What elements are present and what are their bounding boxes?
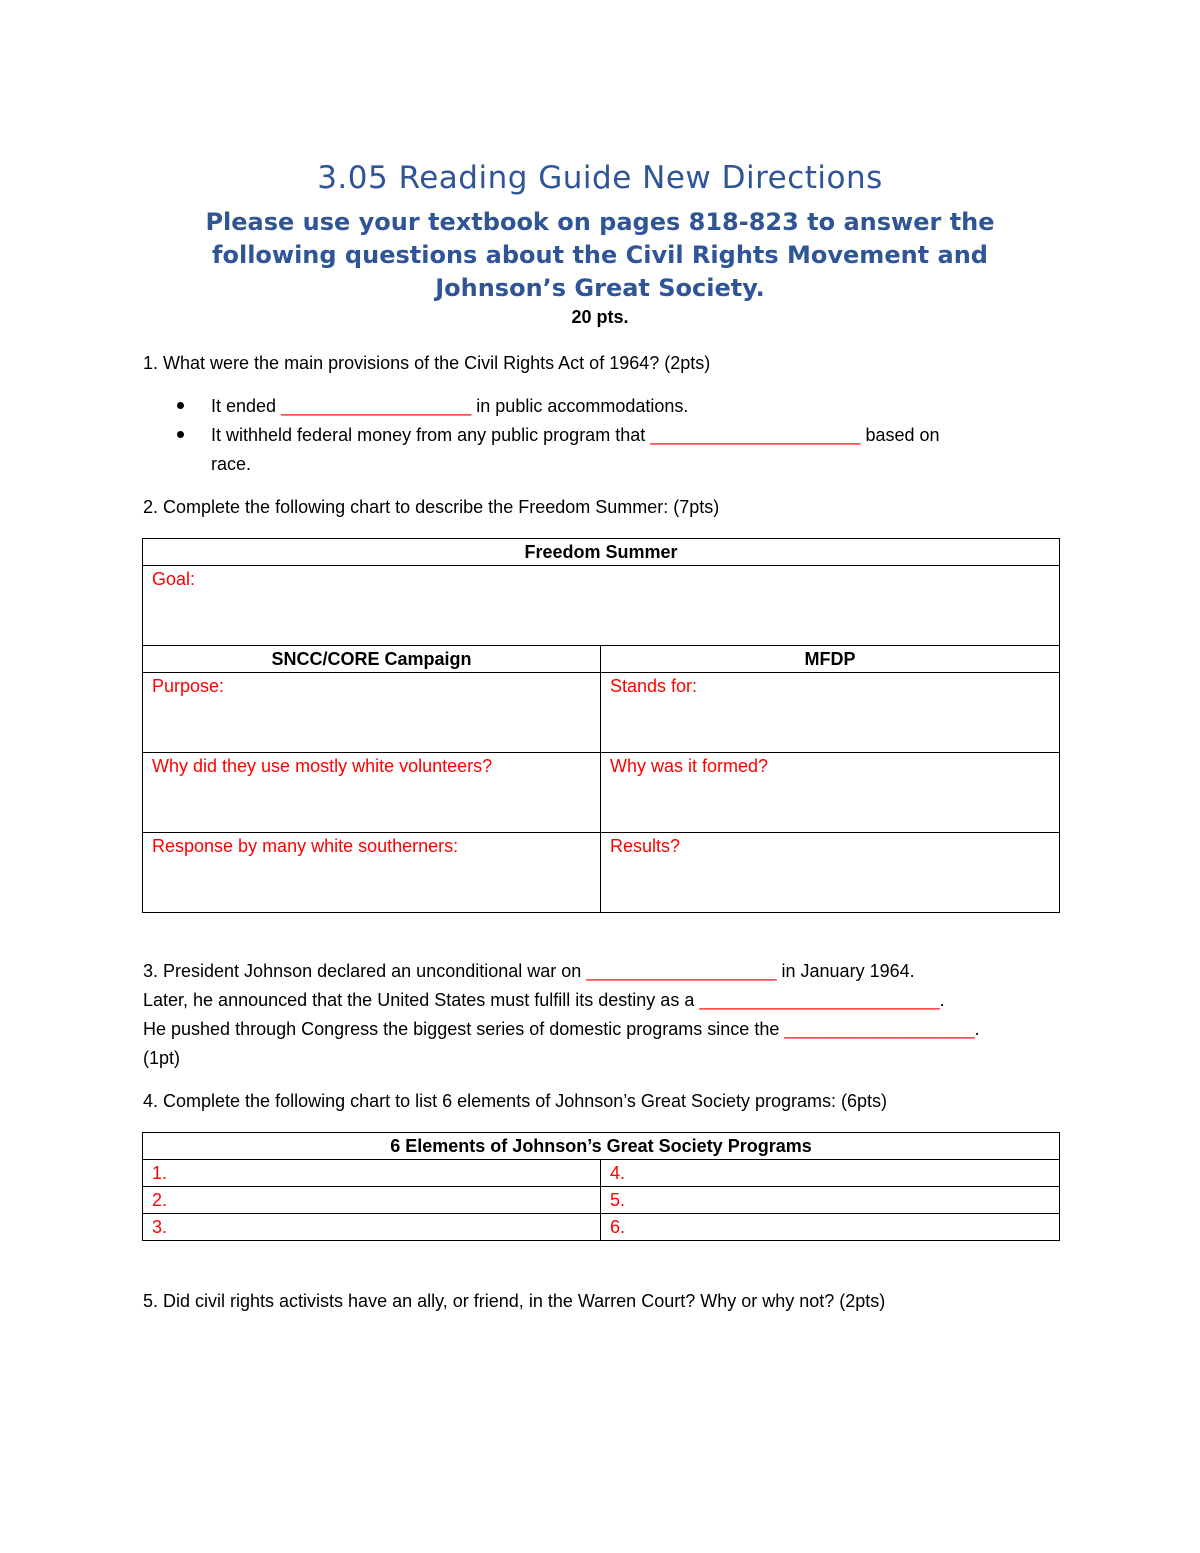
page-subtitle: Please use your textbook on pages 818-823 to answer the following questions about the Civil Rights Movement and Johnson’s Great Society. xyxy=(205,208,995,302)
element-label-5: 5. xyxy=(610,1190,626,1210)
element-cell-1[interactable] xyxy=(143,1160,601,1187)
element-label-1: 1. xyxy=(152,1163,168,1183)
question-3-line-3 xyxy=(143,1015,980,1044)
white-volunteers-cell[interactable] xyxy=(143,753,601,833)
great-society-chart xyxy=(142,1132,1060,1241)
total-points: 20 pts. xyxy=(571,307,629,327)
freedom-summer-header: Freedom Summer xyxy=(143,539,1060,566)
q3-l3-text: He pushed through Congress the biggest series of domestic programs since the xyxy=(143,1019,785,1039)
element-label-4: 4. xyxy=(610,1163,626,1183)
stands-for-label: Stands for: xyxy=(610,676,698,696)
element-cell-2[interactable] xyxy=(143,1187,601,1214)
q3-l1-text: 3. President Johnson declared an unconditional war on xyxy=(143,961,587,981)
q3-l2-text: Later, he announced that the United States must fulfill its destiny as a xyxy=(143,990,700,1010)
q1-b2-blank[interactable]: _____________________ xyxy=(650,425,861,445)
results-label: Results? xyxy=(610,836,681,856)
q3-l1-after: in January 1964. xyxy=(776,961,915,981)
question-3-points: (1pt) xyxy=(143,1048,181,1068)
stands-for-cell[interactable] xyxy=(601,673,1060,753)
q3-l3-after: . xyxy=(974,1019,980,1039)
q1-b1-after: in public accommodations. xyxy=(471,396,689,416)
element-cell-4[interactable] xyxy=(601,1160,1060,1187)
q1-b1-text: It ended xyxy=(211,396,282,416)
mfdp-header: MFDP xyxy=(601,646,1060,673)
bullet-icon xyxy=(177,402,184,409)
goal-label: Goal: xyxy=(152,569,196,589)
bullet-icon xyxy=(177,431,184,438)
q1-b2-text: It withheld federal money from any public program that xyxy=(211,425,651,445)
freedom-summer-chart xyxy=(142,538,1060,913)
q1-bullet-2 xyxy=(211,421,940,450)
q1-b1-blank[interactable]: ___________________ xyxy=(281,396,472,416)
element-cell-3[interactable] xyxy=(143,1214,601,1241)
element-label-3: 3. xyxy=(152,1217,168,1237)
question-3-line-1 xyxy=(143,957,915,986)
element-label-2: 2. xyxy=(152,1190,168,1210)
q1-b2-after: based on xyxy=(860,425,940,445)
q1-bullet-1 xyxy=(211,392,688,421)
question-5: 5. Did civil rights activists have an ally, or friend, in the Warren Court? Why or why not? (2pts) xyxy=(143,1291,886,1311)
question-2: 2. Complete the following chart to describe the Freedom Summer: (7pts) xyxy=(143,497,720,517)
q1-bullet-2-cont: race. xyxy=(211,454,252,474)
element-label-6: 6. xyxy=(610,1217,626,1237)
q3-blank-3[interactable]: ___________________ xyxy=(784,1019,975,1039)
q3-l2-after: . xyxy=(939,990,945,1010)
why-formed-cell[interactable] xyxy=(601,753,1060,833)
page-title: 3.05 Reading Guide New Directions xyxy=(317,160,883,196)
goal-cell[interactable] xyxy=(143,566,1060,646)
results-cell[interactable] xyxy=(601,833,1060,913)
q3-blank-2[interactable]: ________________________ xyxy=(699,990,940,1010)
response-cell[interactable] xyxy=(143,833,601,913)
question-3-line-2 xyxy=(143,986,945,1015)
element-cell-5[interactable] xyxy=(601,1187,1060,1214)
element-cell-6[interactable] xyxy=(601,1214,1060,1241)
purpose-cell[interactable] xyxy=(143,673,601,753)
question-4: 4. Complete the following chart to list 6 elements of Johnson’s Great Society programs: (6pts) xyxy=(143,1091,888,1111)
why-formed-label: Why was it formed? xyxy=(610,756,769,776)
sncc-core-header: SNCC/CORE Campaign xyxy=(143,646,601,673)
white-volunteers-label: Why did they use mostly white volunteers? xyxy=(152,756,493,776)
great-society-header: 6 Elements of Johnson’s Great Society Programs xyxy=(143,1133,1060,1160)
q3-blank-1[interactable]: ___________________ xyxy=(586,961,777,981)
purpose-label: Purpose: xyxy=(152,676,225,696)
response-label: Response by many white southerners: xyxy=(152,836,459,856)
question-1: 1. What were the main provisions of the Civil Rights Act of 1964? (2pts) xyxy=(143,353,711,373)
